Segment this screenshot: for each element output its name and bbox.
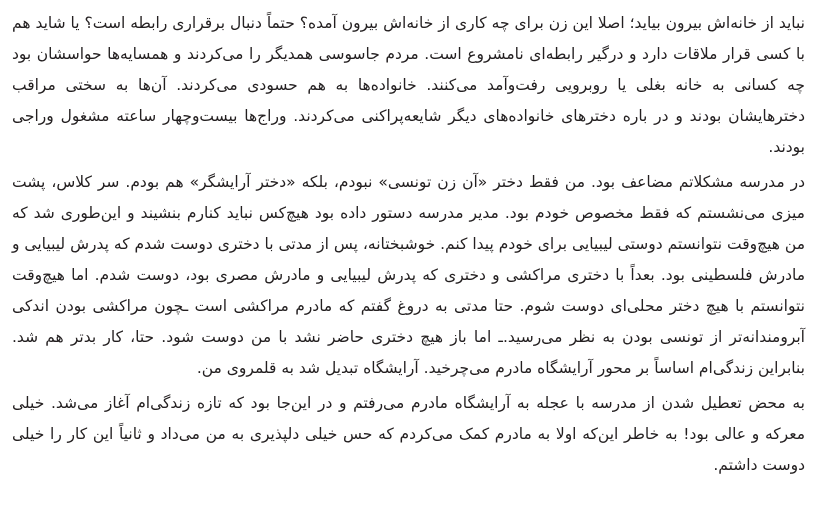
document-page <box>12 8 805 508</box>
paragraph-1: نباید از خانه‌اش بیرون بیاید؛ اصلا این زن برای چه کاری از خانه‌اش بیرون آمده؟ حتماً دنبال برقراری رابطه است؟ یا شاید هم با کسی قرار ملاقات دارد و درگیر رابطه‌ای نامشروع است. مردم جاسوسی همدیگر را می‌کردند و همسایه‌ها حواسشان بود چه کسانی به خانه بغلی یا روبرویی رفت‌وآمد می‌کنند. خانواده‌ها به هم حسودی می‌کردند. آن‌ها به سختی مراقب دخترهایشان بودند و در باره دخترهای خانواده‌های دیگر شایعه‌پراکنی می‌کردند. وراج‌ها بیست‌وچهار ساعته مشغول وراجی بودند. <box>12 14 805 156</box>
paragraph-3: به محض تعطیل شدن از مدرسه با عجله به آرایشگاه مادرم می‌رفتم و در این‌جا بود که تازه زندگی‌ام آغاز می‌شد. خیلی معرکه و عالی بود! به خاطر این‌که اولا به مادرم کمک می‌کردم که حس خیلی دلپذیری به من می‌داد و ثانیاً این کار را خیلی دوست داشتم. <box>12 394 805 474</box>
paragraph-2: در مدرسه مشکلاتم مضاعف بود. من فقط دختر «آن زن تونسی» نبودم، بلکه «دختر آرایشگر» هم بودم. سر کلاس، پشت میزی می‌نشستم که فقط مخصوص خودم بود. مدیر مدرسه دستور داده بود هیچ‌کس نباید کنارم بنشیند و این‌طوری شد که من هیچ‌وقت نتوانستم دوستی لیبیایی برای خودم پیدا کنم. خوشبختانه، پس از مدتی با دختری دوست شدم که پدرش لیبیایی و مادرش فلسطینی بود. بعداً با دختری مراکشی و دختری که پدرش لیبیایی و مادرش مصری بود، دوست شدم. اما هیچ‌وقت نتوانستم با هیچ دختر محلی‌ای دوست شوم. حتا مدتی به دروغ گفتم که مادرم مراکشی است ـچون مراکشی بودن اندکی آبرومندانه‌تر از تونسی بودن به نظر می‌رسید.ـ اما باز هیچ دختری حاضر نشد با من دوست شود. حتا، کار بدتر هم شد. بنابراین زندگی‌ام اساساً بر محور آرایشگاه مادرم می‌چرخید. آرایشگاه تبدیل شد به قلمروی من. <box>12 173 805 377</box>
